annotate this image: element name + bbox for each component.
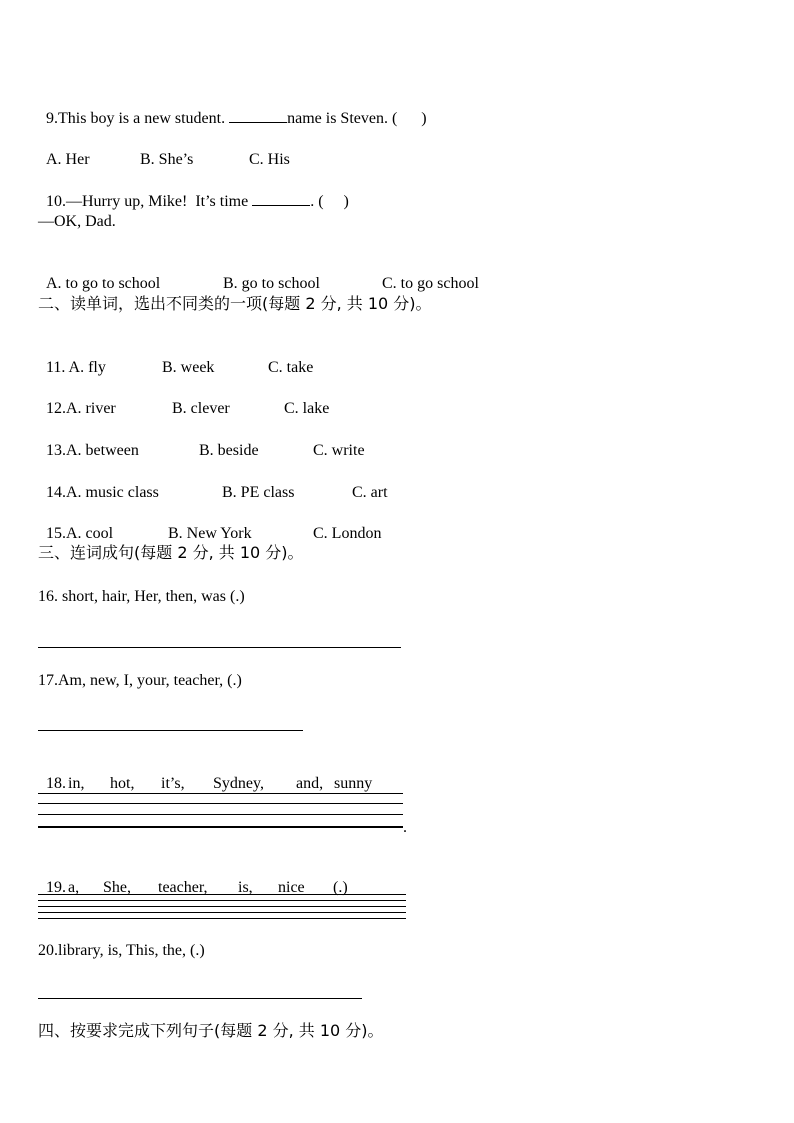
question-9 bbox=[38, 88, 427, 129]
question-16: 16. short, hair, Her, then, was (.) bbox=[38, 588, 245, 605]
question-9-options bbox=[38, 130, 290, 170]
word: teacher, bbox=[158, 879, 208, 896]
question-number: 15. bbox=[46, 525, 66, 542]
word: is, bbox=[238, 879, 253, 896]
word: She, bbox=[103, 879, 131, 896]
option-b: B. New York bbox=[168, 525, 252, 542]
option-c: C. His bbox=[249, 151, 290, 168]
question-10-text-after: . ( ) bbox=[310, 193, 349, 210]
question-12 bbox=[38, 379, 329, 419]
option-b: B. week bbox=[162, 359, 215, 376]
option-b: B. PE class bbox=[222, 484, 295, 501]
option-c: C. to go school bbox=[382, 275, 479, 292]
word: and, bbox=[296, 775, 324, 792]
option-c: C. take bbox=[268, 359, 314, 376]
question-number: 11. bbox=[46, 359, 66, 376]
answer-line[interactable] bbox=[38, 730, 303, 731]
answer-line[interactable] bbox=[38, 803, 403, 804]
answer-line[interactable] bbox=[38, 793, 403, 794]
question-10-text-before: 10.—Hurry up, Mike! It’s time bbox=[46, 193, 253, 210]
word: it’s, bbox=[161, 775, 185, 792]
question-number: 13. bbox=[46, 442, 66, 459]
answer-line[interactable] bbox=[38, 814, 403, 815]
answer-line[interactable] bbox=[38, 906, 406, 907]
question-17: 17.Am, new, I, your, teacher, (.) bbox=[38, 672, 242, 689]
answer-blank[interactable] bbox=[229, 108, 287, 123]
section-2-heading: 二、读单词，选出不同类的一项(每题 2 分, 共 10 分)。 bbox=[38, 294, 432, 313]
word: hot, bbox=[110, 775, 135, 792]
option-b: B. beside bbox=[199, 442, 259, 459]
question-11 bbox=[38, 338, 313, 378]
section-4-heading: 四、按要求完成下列句子(每题 2 分, 共 10 分)。 bbox=[38, 1021, 384, 1040]
question-14 bbox=[38, 463, 388, 503]
answer-line[interactable] bbox=[38, 894, 406, 895]
option-c: C. art bbox=[352, 484, 388, 501]
question-number: 12. bbox=[46, 400, 66, 417]
answer-line[interactable] bbox=[38, 998, 362, 999]
question-9-text-before: 9.This boy is a new student. bbox=[46, 110, 230, 127]
end-mark: . bbox=[403, 819, 407, 836]
section-3-heading: 三、连词成句(每题 2 分, 共 10 分)。 bbox=[38, 543, 304, 562]
answer-line[interactable] bbox=[38, 647, 401, 648]
option-a: A. between bbox=[66, 442, 139, 459]
question-13 bbox=[38, 421, 365, 461]
question-10 bbox=[38, 171, 349, 212]
answer-line[interactable] bbox=[38, 912, 406, 913]
option-c: C. London bbox=[313, 525, 382, 542]
question-19: 19. a, She, teacher, is, nice (.) bbox=[46, 879, 348, 896]
question-15 bbox=[38, 504, 381, 544]
option-a: A. to go to school bbox=[46, 275, 161, 292]
option-a: A. cool bbox=[66, 525, 114, 542]
option-c: C. lake bbox=[284, 400, 330, 417]
question-number: 14. bbox=[46, 484, 66, 501]
option-b: B. She’s bbox=[140, 151, 194, 168]
option-a: A. fly bbox=[68, 359, 106, 376]
option-a: A. music class bbox=[66, 484, 159, 501]
question-9-text-after: name is Steven. ( ) bbox=[287, 110, 427, 127]
option-c: C. write bbox=[313, 442, 365, 459]
answer-line[interactable] bbox=[38, 918, 406, 919]
word: nice bbox=[278, 879, 305, 896]
question-10-reply: —OK, Dad. bbox=[38, 213, 116, 230]
answer-blank[interactable] bbox=[252, 191, 310, 206]
option-b: B. clever bbox=[172, 400, 230, 417]
word: Sydney, bbox=[213, 775, 264, 792]
question-10-options bbox=[38, 254, 479, 294]
word: in, bbox=[68, 775, 85, 792]
question-20: 20.library, is, This, the, (.) bbox=[38, 942, 205, 959]
answer-line[interactable] bbox=[38, 826, 403, 828]
word: (.) bbox=[333, 879, 348, 896]
option-a: A. Her bbox=[46, 151, 90, 168]
word: sunny bbox=[334, 775, 373, 792]
option-a: A. river bbox=[66, 400, 116, 417]
question-18: 18. in, hot, it’s, Sydney, and, sunny bbox=[46, 775, 373, 792]
option-b: B. go to school bbox=[223, 275, 320, 292]
answer-line[interactable] bbox=[38, 900, 406, 901]
word: a, bbox=[68, 879, 80, 896]
